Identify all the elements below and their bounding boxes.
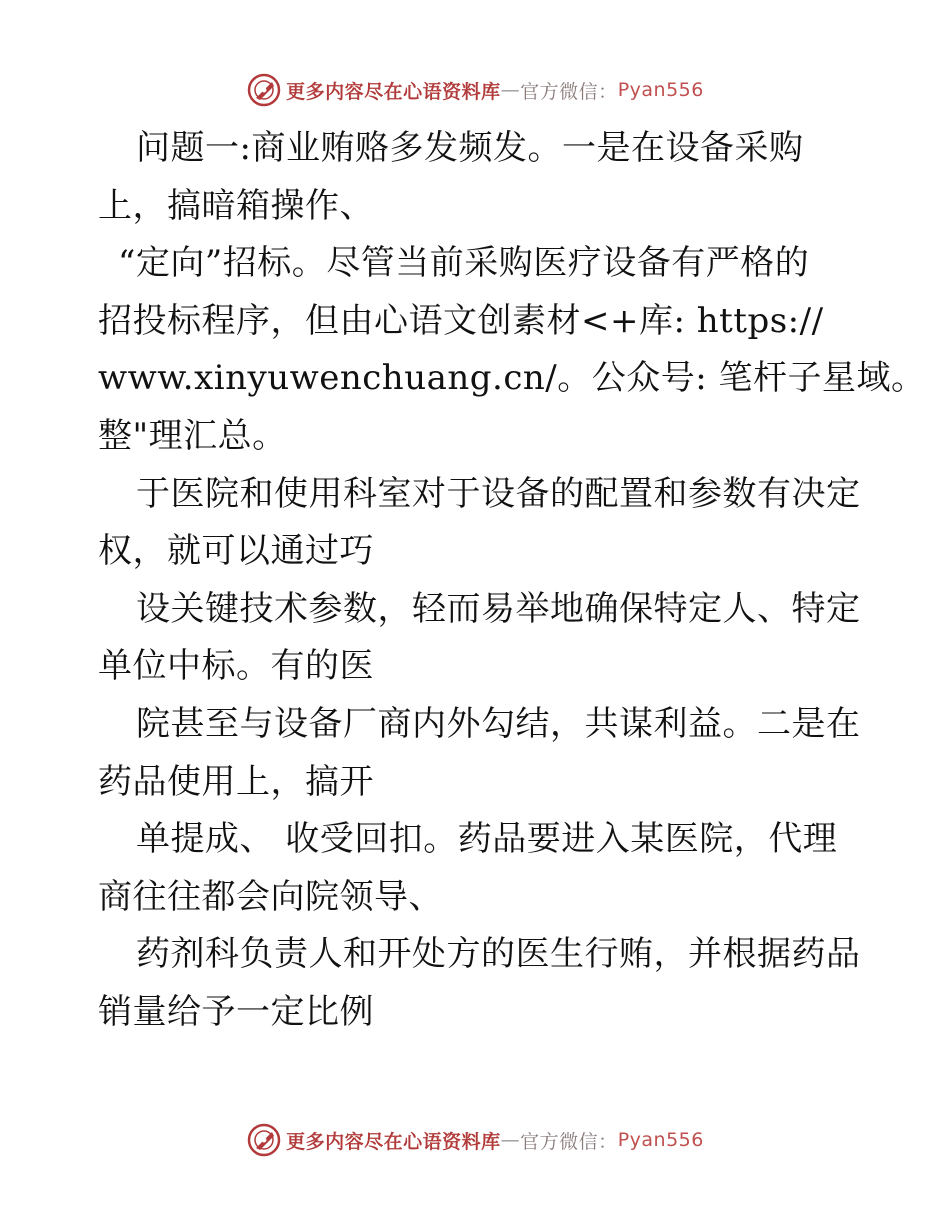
brand-logo-icon (246, 1122, 282, 1158)
document-line: 问题一:商业贿赂多发频发。一是在设备采购 (136, 128, 804, 168)
document-line: 于医院和使用科室对于设备的配置和参数有决定 (136, 473, 861, 514)
document-line: 招投标程序，但由心语文创素材<+库: https:// (98, 300, 824, 341)
document-line: 商往往都会向院领导、 (98, 876, 443, 917)
document-line: 药剂科负责人和开处方的医生行贿，并根据药品 (136, 934, 861, 975)
banner-brand-text: 更多内容尽在心语资料库 (286, 1130, 501, 1153)
banner-official-label: 官方微信： (520, 80, 618, 103)
document-line: 销量给予一定比例 (98, 991, 374, 1032)
document-line: 院甚至与设备厂商内外勾结，共谋利益。二是在 (136, 703, 861, 744)
banner-official-label: 官方微信： (520, 1130, 618, 1153)
document-line: 药品使用上，搞开 (98, 761, 374, 802)
document-line: 整"理汇总。 (98, 415, 287, 456)
banner-wechat-id: Pyan556 (617, 79, 704, 101)
header-banner (0, 70, 950, 110)
document-line: 单提成、 收受回扣。药品要进入某医院，代理 (136, 819, 838, 860)
document-line: 设关键技术参数，轻而易举地确保特定人、特定 (136, 588, 861, 629)
document-line: 权，就可以通过巧 (98, 531, 374, 572)
document-body (98, 120, 926, 1042)
banner-wechat-id: Pyan556 (617, 1129, 704, 1151)
document-line: “定向”招标。尽管当前采购医疗设备有严格的 (118, 243, 810, 284)
footer-banner (0, 1120, 950, 1160)
document-line: 单位中标。有的医 (98, 646, 374, 687)
banner-separator: — (500, 1129, 521, 1151)
banner-separator: — (500, 79, 521, 101)
brand-logo-icon (246, 72, 282, 108)
document-line: 上，搞暗箱操作、 (98, 185, 374, 226)
banner-brand-text: 更多内容尽在心语资料库 (286, 80, 501, 103)
document-line: www.xinyuwenchuang.cn/。公众号: 笔杆子星域。 (98, 358, 926, 399)
